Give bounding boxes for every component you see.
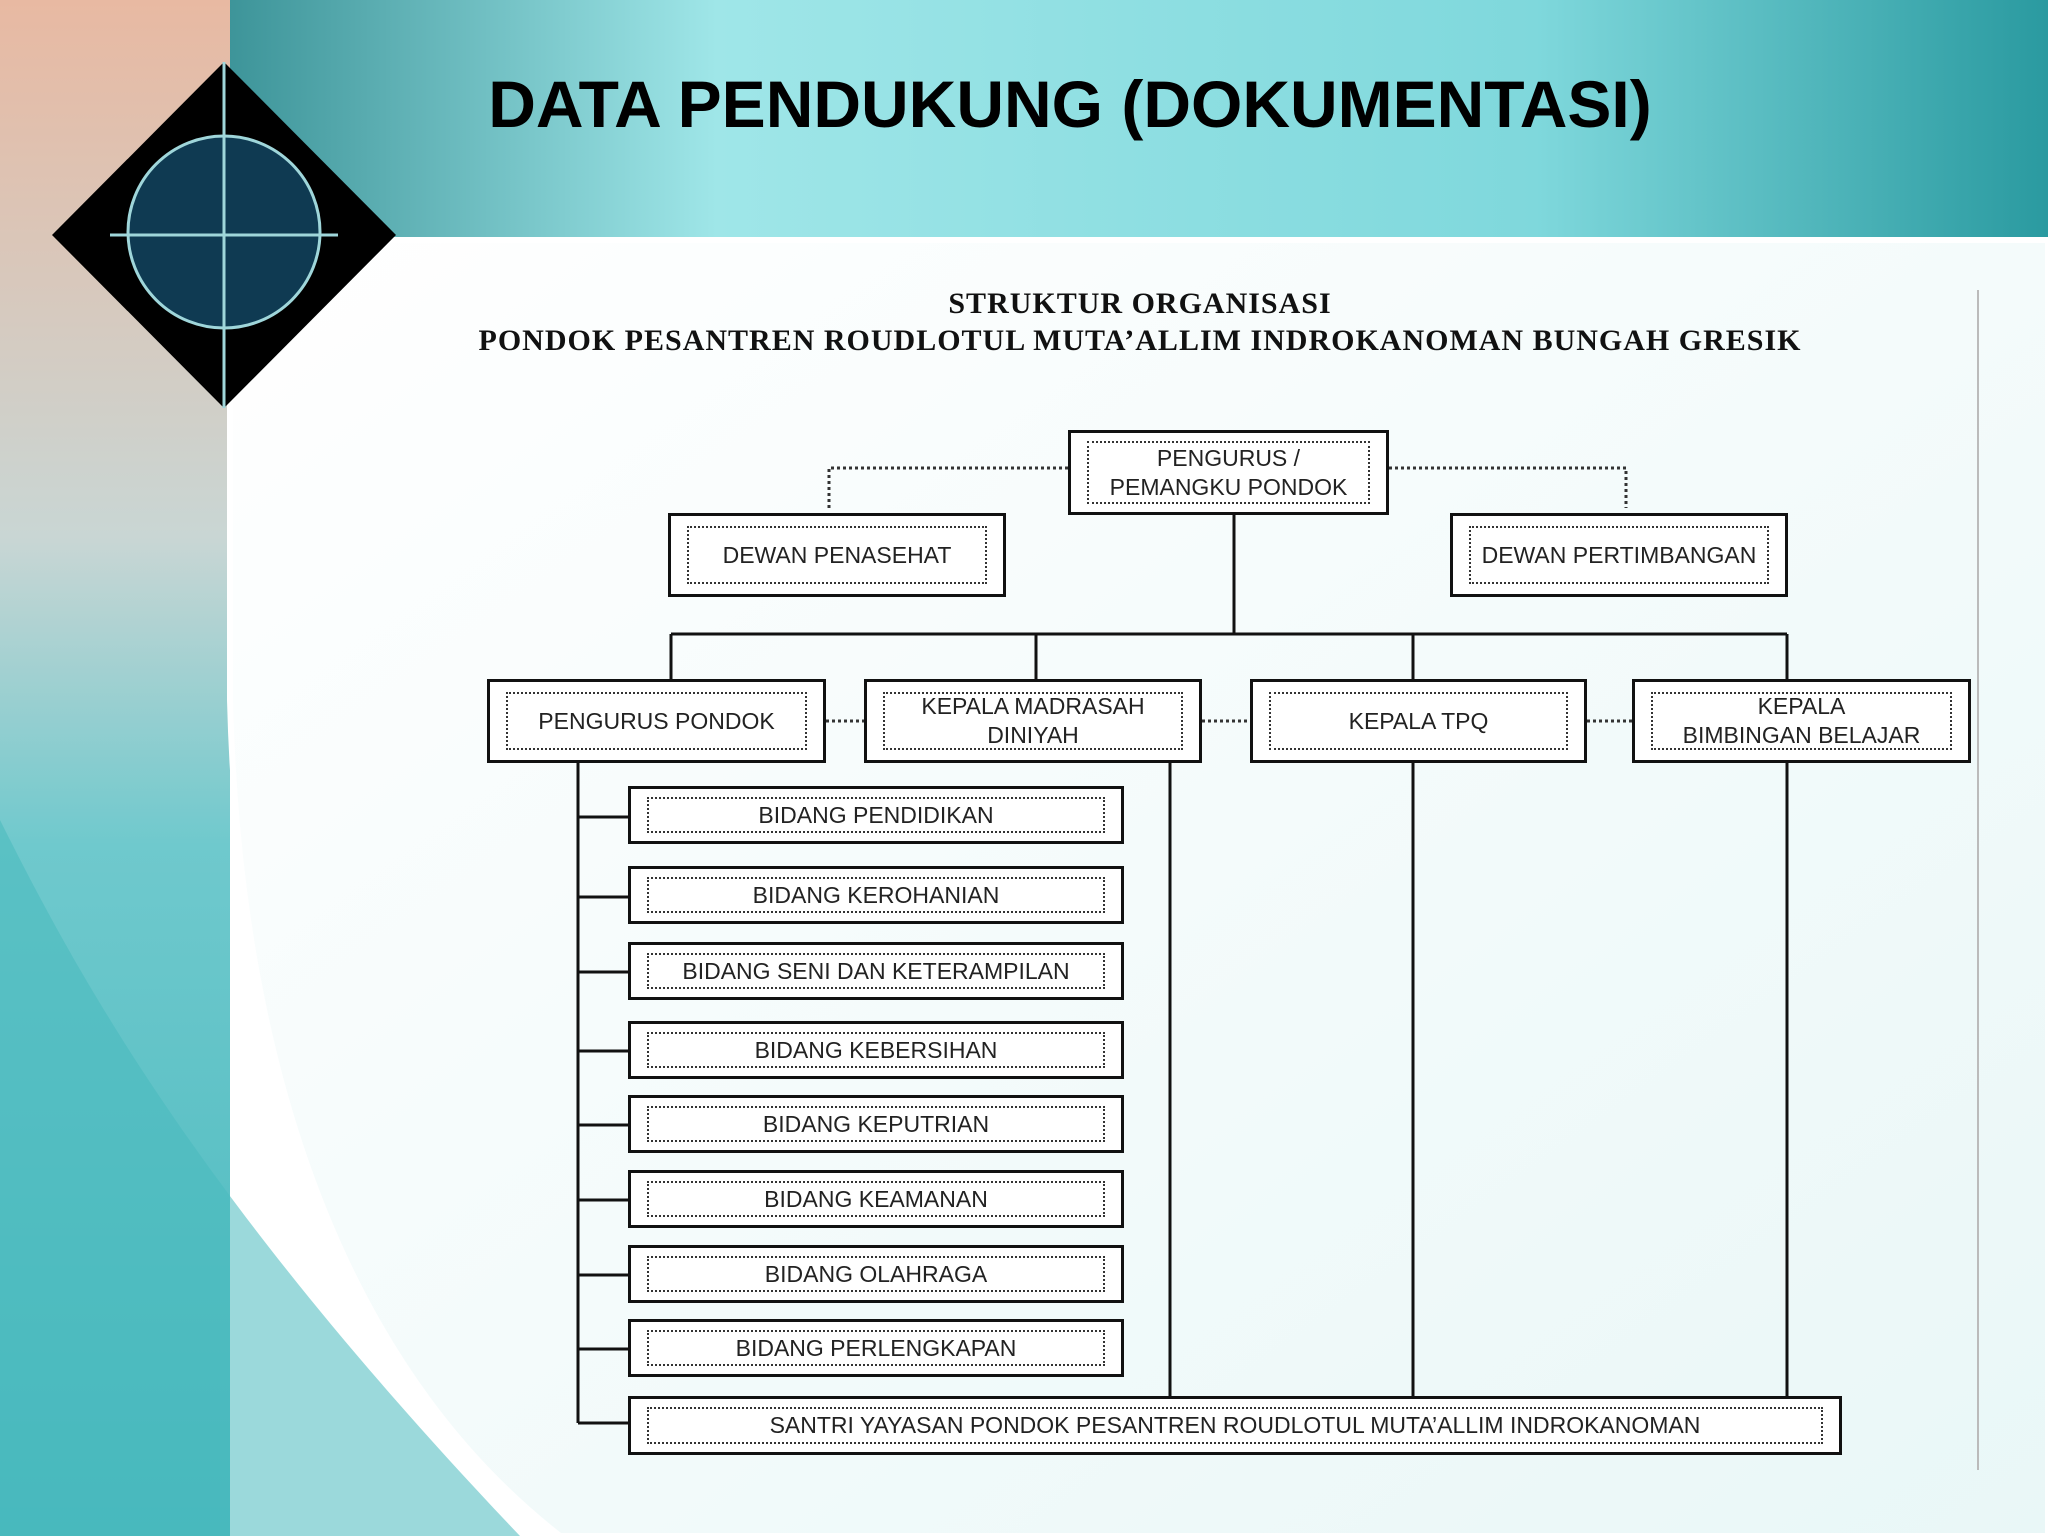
box-kepala-tpq — [1250, 679, 1587, 763]
box-dewan-pertimbangan-label: DEWAN PERTIMBANGAN — [1469, 526, 1769, 584]
slide-title: DATA PENDUKUNG (DOKUMENTASI) — [488, 67, 1652, 141]
box-bidang-pendidikan — [628, 786, 1124, 844]
box-dewan-pertimbangan — [1450, 513, 1788, 597]
document-heading-2: PONDOK PESANTREN ROUDLOTUL MUTA’ALLIM INDROKANOMAN BUNGAH GRESIK — [478, 324, 1802, 357]
list-item: BIDANG OLAHRAGA — [647, 1256, 1105, 1292]
box-pengurus-pondok — [487, 679, 826, 763]
list-item: BIDANG PERLENGKAPAN — [647, 1330, 1105, 1366]
box-dewan-penasehat-label: DEWAN PENASEHAT — [687, 526, 987, 584]
box-bidang-kebersihan — [628, 1021, 1124, 1079]
list-item: BIDANG KEAMANAN — [647, 1181, 1105, 1217]
box-santri-yayasan-label: SANTRI YAYASAN PONDOK PESANTREN ROUDLOTUL MUTA’ALLIM INDROKANOMAN — [647, 1407, 1823, 1444]
list-item: BIDANG KEBERSIHAN — [647, 1032, 1105, 1068]
box-pengurus-pondok-label: PENGURUS PONDOK — [506, 692, 807, 750]
box-kepala-bimbingan-belajar-label: KEPALA BIMBINGAN BELAJAR — [1651, 692, 1952, 750]
box-pemangku-pondok-label: PENGURUS / PEMANGKU PONDOK — [1087, 441, 1370, 504]
document-heading-1: STRUKTUR ORGANISASI — [948, 287, 1332, 320]
list-item: BIDANG KEROHANIAN — [647, 877, 1105, 913]
box-santri-yayasan — [628, 1396, 1842, 1455]
box-pemangku-pondok — [1068, 430, 1389, 515]
box-kepala-bimbingan-belajar — [1632, 679, 1971, 763]
box-bidang-perlengkapan — [628, 1319, 1124, 1377]
box-bidang-olahraga — [628, 1245, 1124, 1303]
box-bidang-keamanan — [628, 1170, 1124, 1228]
box-kepala-tpq-label: KEPALA TPQ — [1269, 692, 1568, 750]
box-kepala-madrasah-diniyah — [864, 679, 1202, 763]
list-item: BIDANG SENI DAN KETERAMPILAN — [647, 953, 1105, 989]
box-bidang-seni-dan-keterampilan — [628, 942, 1124, 1000]
list-item: BIDANG PENDIDIKAN — [647, 797, 1105, 833]
box-kepala-madrasah-diniyah-label: KEPALA MADRASAH DINIYAH — [883, 692, 1183, 750]
box-bidang-kerohanian — [628, 866, 1124, 924]
box-dewan-penasehat — [668, 513, 1006, 597]
list-item: BIDANG KEPUTRIAN — [647, 1106, 1105, 1142]
box-bidang-keputrian — [628, 1095, 1124, 1153]
